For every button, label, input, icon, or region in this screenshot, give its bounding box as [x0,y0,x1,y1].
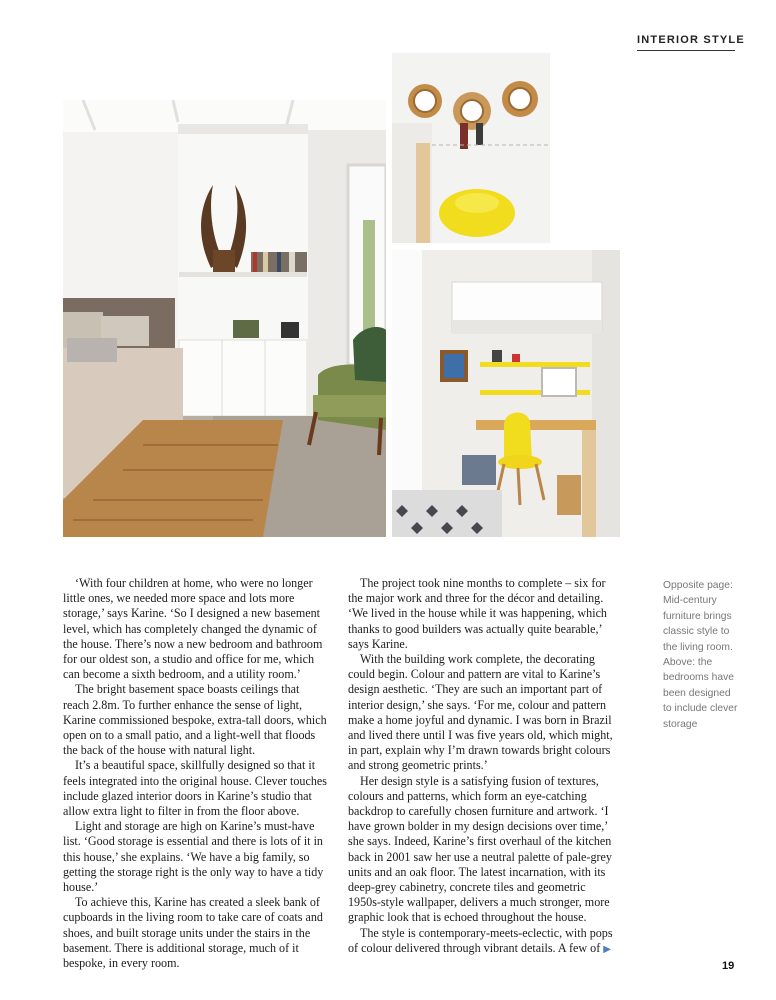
body-column-right [348,576,613,957]
paragraph: ‘With four children at home, who were no longer little ones, we needed more space and lots more storage,’ says Karine. ‘So I designed a new basement level, which has completely changed the dynamic of the house. There’s now a new bedroom and bathroom for our oldest son, a studio and office for me, which can become a sixth bedroom, and a utility room.’ [63,576,323,682]
loft-desk-photo [392,250,620,537]
paragraph: Light and storage are high on Karine’s must-have list. ‘Good storage is essential and there is lots of it in this house,’ she explains. ‘We have a big family, so getting the storage right is the only way to have a tidy house.’ [63,819,324,895]
paragraph: The project took nine months to complete – six for the major work and three for the décor and detailing. ‘We lived in the house while it was happening, which thanks to good builders was actually quite bearable,’ says Karine. [348,576,607,651]
body-column-left [63,576,328,971]
paragraph: Her design style is a satisfying fusion of textures, colours and patterns, which form an eye-catching backdrop to carefully chosen furniture and artwork. ‘I have grown bolder in my design decisions over time,’ she says. Indeed, Karine’s first overhaul of the kitchen back in 2001 saw her use a neutral palette of pale-grey units and an oak floor. The latest incarnation, with its deep-grey cabinetry, concrete tiles and geometric 1950s-style wallpaper, delivers a much stronger, more graphic look that is echoed throughout the house. [348,773,612,925]
section-label: INTERIOR STYLE [637,34,735,51]
mirrors-beanbag-photo [392,53,550,243]
paragraph-text: The style is contemporary-meets-eclectic, with pops of colour delivered through vibrant details. A few of [348,925,613,955]
photo-caption: Opposite page: Mid-century furniture brings classic style to the living room. Above: the bedrooms have been designed to include clever storage [663,580,738,730]
page-number: 19 [722,960,735,972]
bedroom-photo [63,100,386,537]
continue-arrow-icon: ▶ [603,943,611,955]
paragraph [348,926,613,957]
paragraph: The bright basement space boasts ceilings that reach 2.8m. To further enhance the sense of light, Karine commissioned bespoke, extra-tall doors, which open on to a small patio, and a light-well that floods the back of the house with natural light. [63,682,327,758]
paragraph: With the building work complete, the decorating could begin. Colour and pattern are vital to Karine’s design aesthetic. ‘They are such an important part of interior design,’ she says. ‘For me, colour and pattern make a home joyful and dynamic. I was born in Brazil and lived there until I was five years old, which might, in part, explain why I’m drawn towards bright colours and strong geometric prints.’ [348,652,613,773]
paragraph: It’s a beautiful space, skillfully designed so that it feels integrated into the original house. Clever touches include glazed interior doors in Karine’s studio that allow extra light to filter in from the floor above. [63,758,327,819]
paragraph: To achieve this, Karine has created a sleek bank of cupboards in the living room to take care of coats and shoes, and built storage units under the stairs in the basement. There is additional storage, much of it bespoke, in every room. [63,895,323,971]
